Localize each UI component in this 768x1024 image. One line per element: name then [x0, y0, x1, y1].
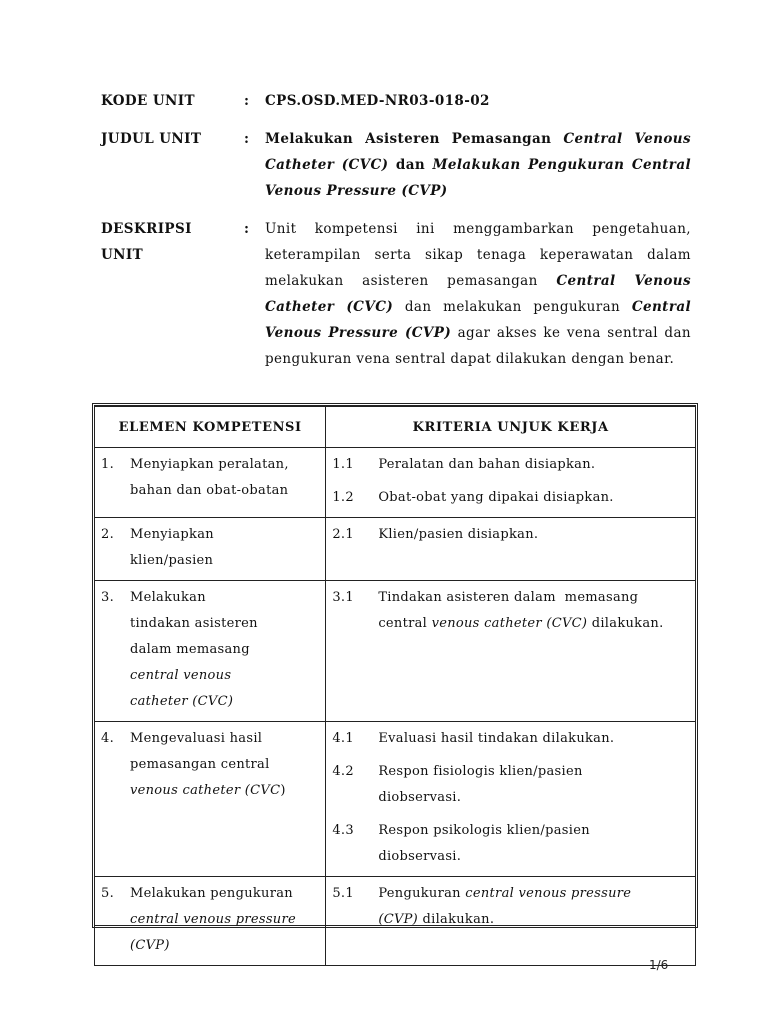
kode-unit-value: CPS.OSD.MED-NR03-018-02 [265, 93, 490, 109]
elemen-text-part: Mengevaluasi hasil pemasangan central [130, 731, 270, 772]
elemen-text-italic: central venous catheter (CVC) [130, 668, 234, 709]
elemen-cell [95, 518, 326, 581]
table-row [95, 448, 696, 518]
kriteria-number: 1.1 [332, 457, 354, 472]
kriteria-number: 5.1 [332, 886, 354, 901]
elemen-number: 2. [101, 527, 115, 542]
deskripsi-part-3: dan melakukan pengukuran [393, 299, 632, 315]
kriteria-text: Respon fisiologis klien/pasien diobservasi. [378, 764, 583, 805]
kriteria-cell [326, 581, 696, 722]
kriteria-text-part: dilakukan. [418, 912, 495, 927]
kriteria-item [332, 759, 689, 811]
kriteria-text-italic: venous catheter (CVC) [431, 616, 588, 631]
deskripsi-label-line-1: DESKRIPSI [101, 221, 192, 237]
elemen-cell [95, 581, 326, 722]
deskripsi-part-1: Unit kompetensi ini menggambarkan pengetahuan, keterampilan serta sikap tenaga keperawatan dalam melakukan asisteren pemasangan [265, 221, 691, 289]
judul-part-3: dan [388, 157, 433, 173]
deskripsi-unit-value [265, 216, 691, 372]
kriteria-cell [326, 448, 696, 518]
elemen-text: Menyiapkan klien/pasien [130, 527, 214, 568]
kriteria-number: 4.3 [332, 823, 354, 838]
kriteria-number: 4.1 [332, 731, 354, 746]
elemen-text-italic: venous catheter (CVC [130, 783, 281, 798]
kriteria-number: 4.2 [332, 764, 354, 779]
judul-part-1: Melakukan Asisteren Pemasangan [265, 131, 564, 147]
kriteria-cell [326, 877, 696, 966]
kriteria-text [378, 881, 689, 933]
elemen-number: 3. [101, 590, 115, 605]
kriteria-text: Peralatan dan bahan disiapkan. [378, 457, 596, 472]
kriteria-item [332, 485, 689, 511]
deskripsi-unit-label [101, 216, 241, 268]
judul-part-2: Central Venous Catheter (CVC) [265, 131, 691, 173]
table-row [95, 722, 696, 877]
kriteria-text-italic: central venous pressure (CVP) [378, 886, 632, 927]
deskripsi-unit-colon: : [244, 221, 250, 237]
kode-unit-label: KODE UNIT [101, 93, 195, 109]
kriteria-item [332, 818, 689, 870]
deskripsi-part-4: Central Venous Pressure (CVP) [265, 299, 692, 341]
kriteria-text: Klien/pasien disiapkan. [378, 527, 539, 542]
kriteria-item [332, 726, 689, 752]
header-kriteria-unjuk-kerja: KRITERIA UNJUK KERJA [326, 407, 696, 448]
deskripsi-part-2: Central Venous Catheter (CVC) [265, 273, 692, 315]
elemen-cell [95, 877, 326, 966]
elemen-text: Menyiapkan peralatan, bahan dan obat-obatan [130, 457, 289, 498]
judul-unit-label: JUDUL UNIT [101, 131, 202, 147]
kriteria-text-part: Pengukuran [378, 886, 466, 901]
kriteria-item [332, 881, 689, 933]
kriteria-text: Respon psikologis klien/pasien diobservasi. [378, 823, 590, 864]
header-elemen-kompetensi: ELEMEN KOMPETENSI [95, 407, 326, 448]
kode-unit-colon: : [244, 93, 250, 109]
elemen-number: 5. [101, 886, 115, 901]
competency-table [94, 406, 696, 966]
kriteria-item [332, 585, 689, 637]
kriteria-cell [326, 518, 696, 581]
kriteria-text [378, 585, 689, 637]
kriteria-item [332, 522, 689, 548]
elemen-text-italic: central venous pressure (CVP) [130, 912, 296, 953]
elemen-text-part: ) [280, 783, 286, 798]
judul-unit-colon: : [244, 131, 250, 147]
table-row [95, 518, 696, 581]
page-number: 1/6 [649, 958, 669, 972]
kriteria-number: 1.2 [332, 490, 354, 505]
deskripsi-part-5: agar akses ke vena sentral dan pengukuran vena sentral dapat dilakukan dengan benar. [265, 325, 692, 367]
kriteria-text-part: dilakukan. [587, 616, 664, 631]
kriteria-number: 2.1 [332, 527, 354, 542]
elemen-cell [95, 722, 326, 877]
kriteria-text: Evaluasi hasil tindakan dilakukan. [378, 731, 615, 746]
kriteria-text: Obat-obat yang dipakai disiapkan. [378, 490, 614, 505]
elemen-text-part: Melakukan pengukuran [130, 886, 293, 901]
deskripsi-label-line-2: UNIT [101, 247, 144, 263]
kriteria-cell [326, 722, 696, 877]
table-header-row [95, 407, 696, 448]
elemen-cell [95, 448, 326, 518]
kriteria-text-part: Tindakan asisteren dalam memasang central [378, 590, 643, 631]
elemen-text [130, 881, 319, 959]
table-row [95, 877, 696, 966]
judul-part-4: Melakukan Pengukuran Central Venous Pressure (CVP) [265, 157, 691, 199]
elemen-text [130, 726, 319, 804]
elemen-text-part: Melakukan tindakan asisteren dalam memasang [130, 590, 258, 657]
kriteria-item [332, 452, 689, 478]
kriteria-number: 3.1 [332, 590, 354, 605]
elemen-text [130, 585, 319, 715]
table-row [95, 581, 696, 722]
judul-unit-value [265, 126, 691, 204]
elemen-number: 1. [101, 457, 115, 472]
elemen-number: 4. [101, 731, 115, 746]
